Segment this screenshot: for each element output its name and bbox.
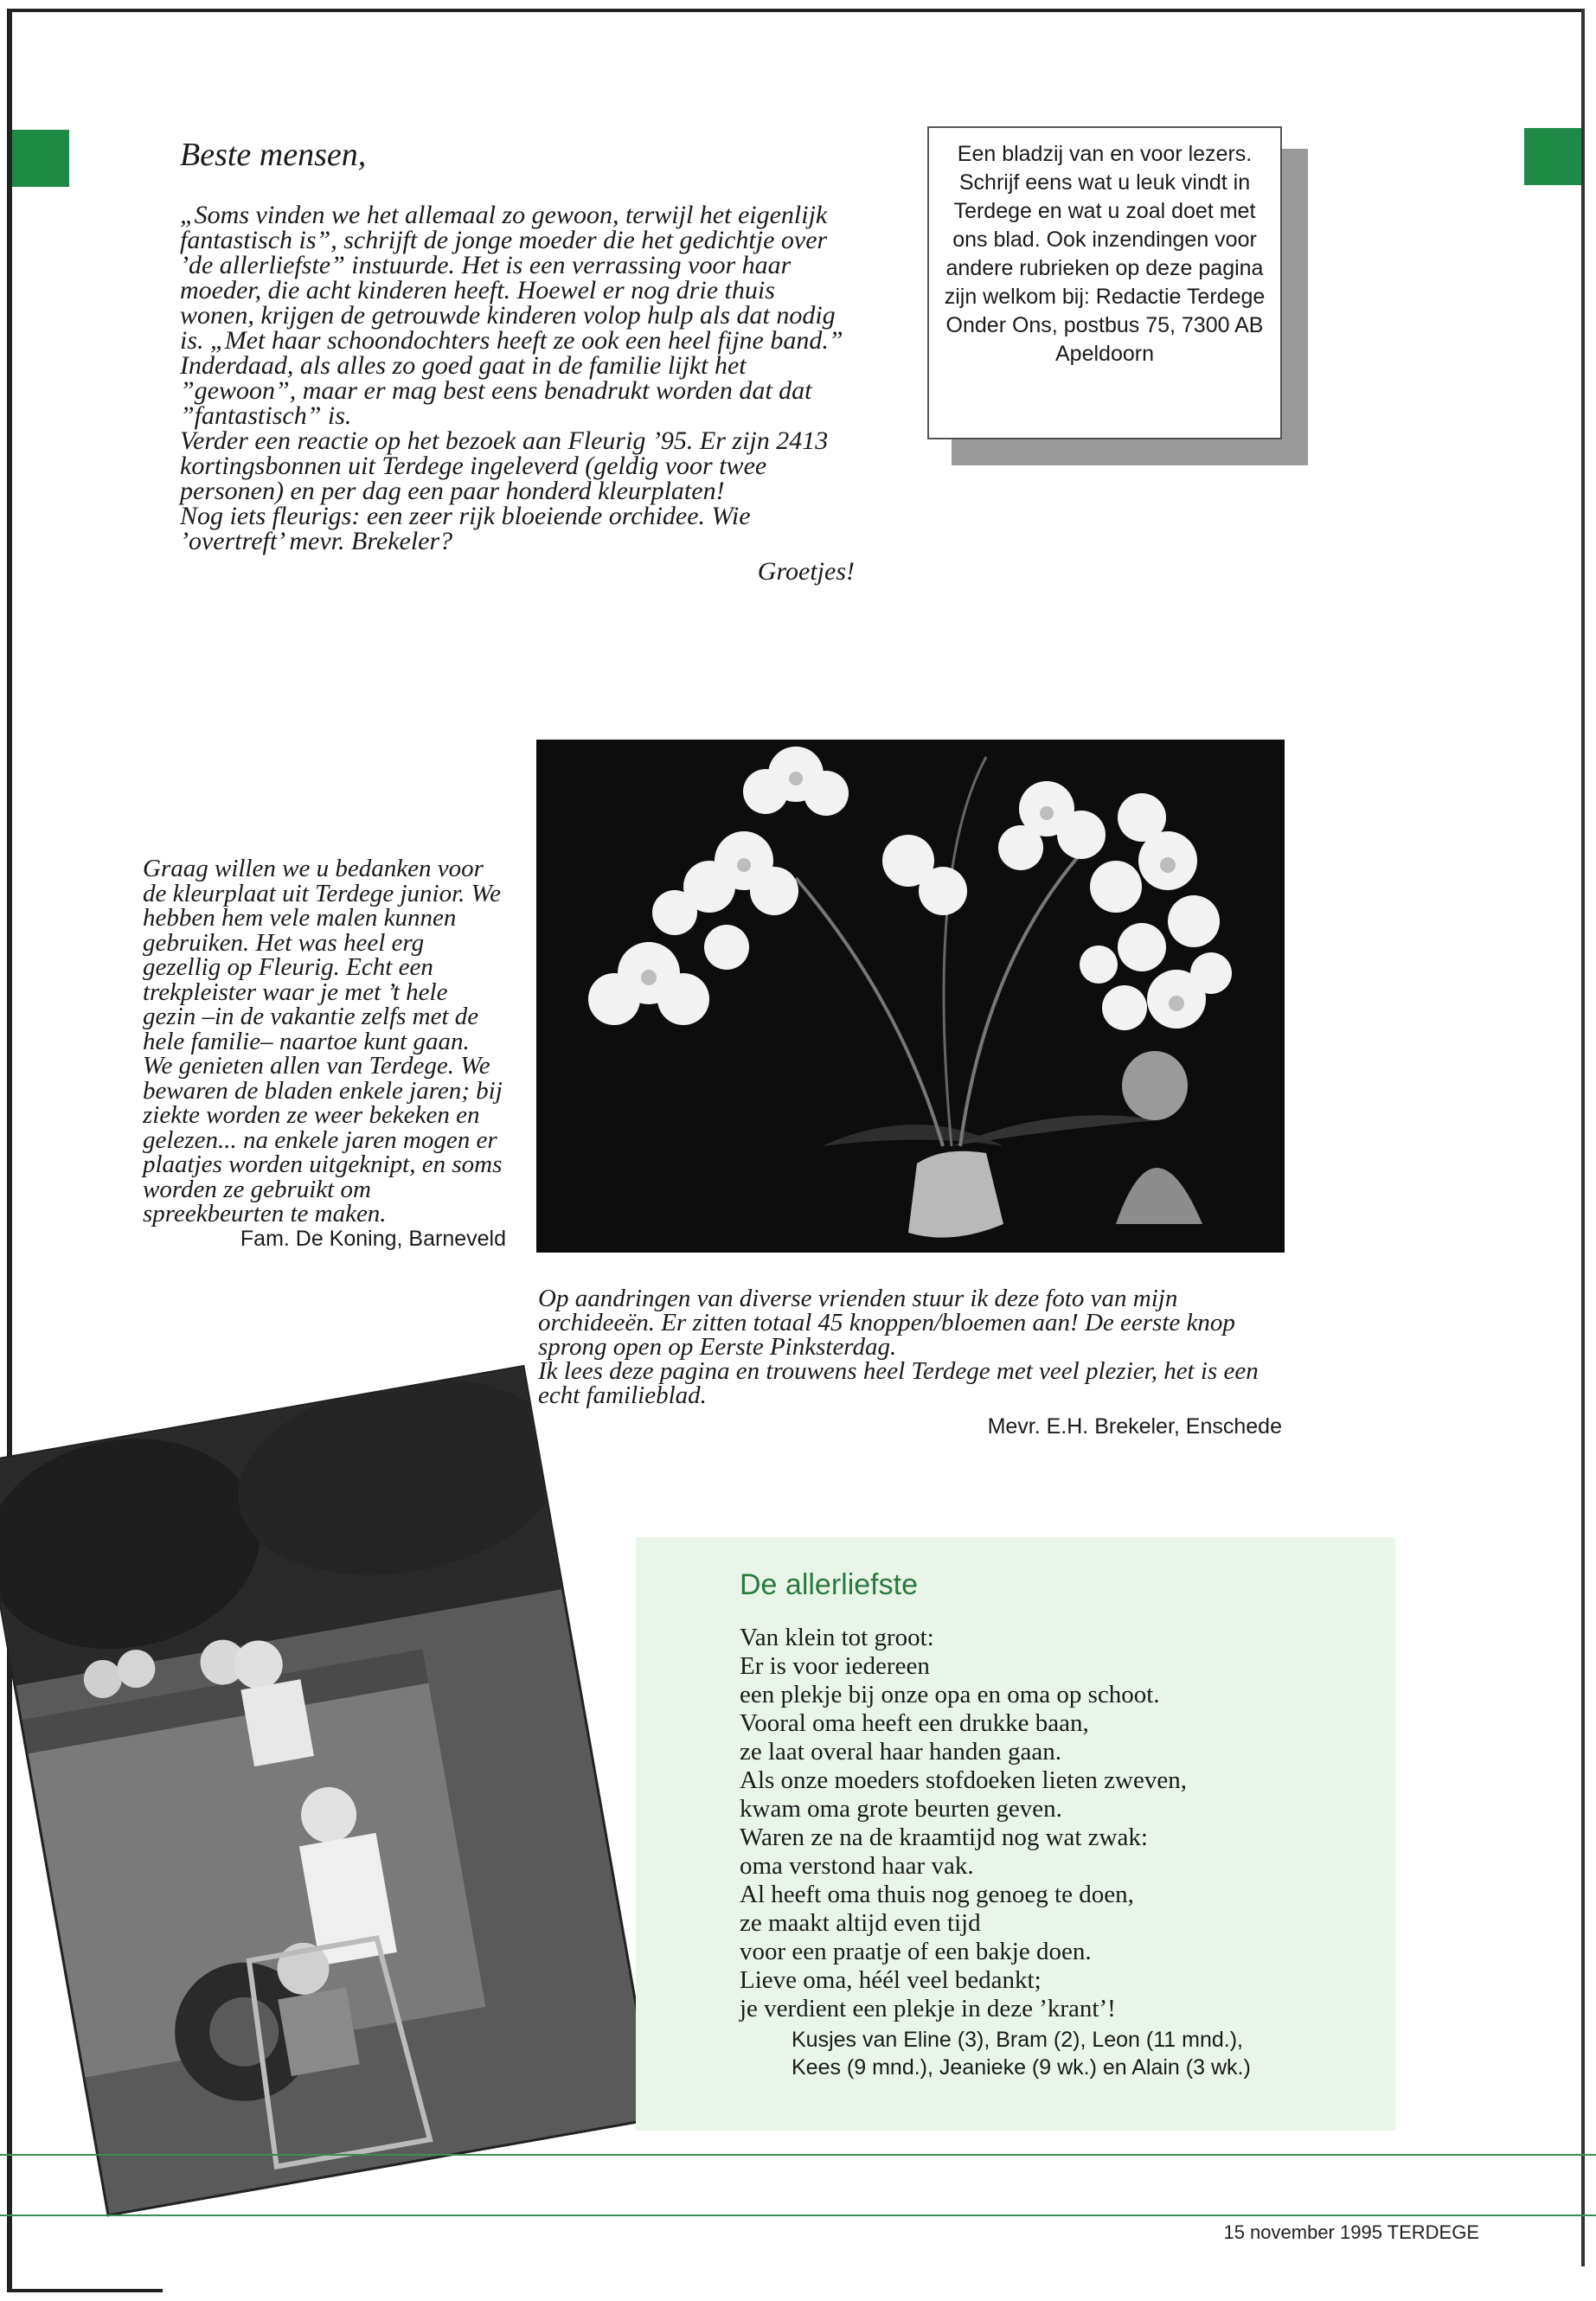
registration-marker-right bbox=[1524, 128, 1581, 185]
orchid-caption bbox=[538, 1286, 1282, 1439]
page-border-right bbox=[1581, 9, 1585, 2266]
poem-line: voor een praatje of een bakje doen. bbox=[740, 1938, 1092, 1965]
poem-signature-line: Kees (9 mnd.), Jeanieke (9 wk.) en Alain (3 wk.) bbox=[792, 2055, 1251, 2080]
poem-line: Lieve oma, héél veel bedankt; bbox=[740, 1966, 1042, 1994]
caption-paragraph: Op aandringen van diverse vrienden stuur ik deze foto van mijn orchideeën. Er zitten totaal 45 knoppen/bloemen aan! De eerste knop sprong open op Eerste Pinksterdag. bbox=[538, 1285, 1235, 1361]
info-box: Een bladzij van en voor lezers. Schrijf eens wat u leuk vindt in Terdege en wat u zoal doet met ons blad. Ook inzendingen voor andere rubrieken op deze pagina zijn welkom bij: Redactie Terdege Onder Ons, postbus 75, 7300 AB Apeldoorn bbox=[927, 126, 1282, 439]
page-footer: 15 november 1995 TERDEGE bbox=[1223, 2221, 1479, 2243]
children-illustration bbox=[0, 1368, 655, 2214]
poem-line: Van klein tot groot: bbox=[740, 1624, 934, 1651]
poem-signature-line: Kusjes van Eline (3), Bram (2), Leon (11 mnd.), bbox=[792, 2028, 1243, 2052]
poem-line: kwam oma grote beurten geven. bbox=[740, 1795, 1062, 1823]
caption-signature: Mevr. E.H. Brekeler, Enschede bbox=[987, 1414, 1282, 1439]
footer-rule-bottom bbox=[0, 2214, 1596, 2216]
footer-rule-top bbox=[0, 2154, 1596, 2156]
caption-paragraph: Ik lees deze pagina en trouwens heel Terdege met veel plezier, het is een echt familieblad. bbox=[538, 1357, 1259, 1409]
letter-paragraph: Verder een reactie op het bezoek aan Fleurig ’95. Er zijn 2413 kortingsbonnen uit Terdege ingeleverd (geldig voor twee personen) en per dag een paar honderd kleurplaten! bbox=[180, 426, 829, 505]
poem-line: je verdient een plekje in deze ’krant’! bbox=[740, 1995, 1116, 2022]
poem-line: Als onze moeders stofdoeken lieten zweven, bbox=[740, 1766, 1187, 1794]
children-photo bbox=[0, 1366, 651, 2212]
page-border-top bbox=[7, 9, 1581, 12]
orchid-photo bbox=[536, 740, 1285, 1253]
poem-line: Al heeft oma thuis nog genoeg te doen, bbox=[740, 1881, 1134, 1908]
thanks-letter bbox=[143, 856, 506, 1251]
letter-paragraph: „Soms vinden we het allemaal zo gewoon, terwijl het eigenlijk fantastisch is”, schrijft de jonge moeder die het gedichtje over ’de allerliefste” instuurde. Het is een verrassing voor haar moeder, die acht kinderen heeft. Hoewel er nog drie thuis wonen, krijgen de getrouwde kinderen volop hulp als dat nodig is. „Met haar schoondochters heeft ze ook een heel fijne band.” Inderdaad, als alles zo goed gaat in de familie lijkt het ”gewoon”, maar er mag best eens benadrukt worden dat dat ”fantastisch” is. bbox=[180, 201, 843, 430]
poem-signature bbox=[792, 2026, 1251, 2081]
letter-salutation: Beste mensen, bbox=[180, 137, 367, 173]
thanks-paragraph: We genieten allen van Terdege. We bewaren de bladen enkele jaren; bij ziekte worden ze weer bekeken en gelezen... na enkele jaren mogen er plaatjes worden uitgeknipt, en soms worden ze gebruikt om spreekbeurten te maken. bbox=[143, 1052, 503, 1227]
letter-paragraph: Nog iets fleurigs: een zeer rijk bloeiende orchidee. Wie ’overtreft’ mevr. Brekeler? bbox=[180, 502, 751, 555]
poem-line: ze maakt altijd even tijd bbox=[740, 1909, 981, 1937]
poem-line: Er is voor iedereen bbox=[740, 1652, 930, 1680]
orchid-illustration bbox=[536, 740, 1285, 1253]
page-border-bottom bbox=[7, 2289, 163, 2292]
thanks-paragraph: Graag willen we u bedanken voor de kleurplaat uit Terdege junior. We hebben hem vele malen kunnen gebruiken. Het was heel erg gezellig op Fleurig. Echt een trekpleister waar je met ’t hele gezin –in de vakantie zelfs met de hele familie– naartoe kunt gaan. bbox=[143, 855, 502, 1055]
poem-line: Vooral oma heeft een drukke baan, bbox=[740, 1709, 1089, 1737]
poem-line: Waren ze na de kraamtijd nog wat zwak: bbox=[740, 1823, 1148, 1851]
editorial-letter bbox=[180, 137, 855, 586]
poem-lines bbox=[740, 1624, 1380, 2023]
registration-marker-left bbox=[12, 130, 69, 187]
page-border-left bbox=[7, 9, 12, 2292]
poem-line: ze laat overal haar handen gaan. bbox=[740, 1738, 1061, 1766]
poem-line: een plekje bij onze opa en oma op schoot. bbox=[740, 1681, 1160, 1708]
poem-line: oma verstond haar vak. bbox=[740, 1852, 974, 1880]
poem-box bbox=[636, 1537, 1395, 2131]
letter-sign-off: Groetjes! bbox=[757, 557, 855, 586]
thanks-signature: Fam. De Koning, Barneveld bbox=[240, 1226, 506, 1251]
poem-title: De allerliefste bbox=[740, 1568, 918, 1601]
